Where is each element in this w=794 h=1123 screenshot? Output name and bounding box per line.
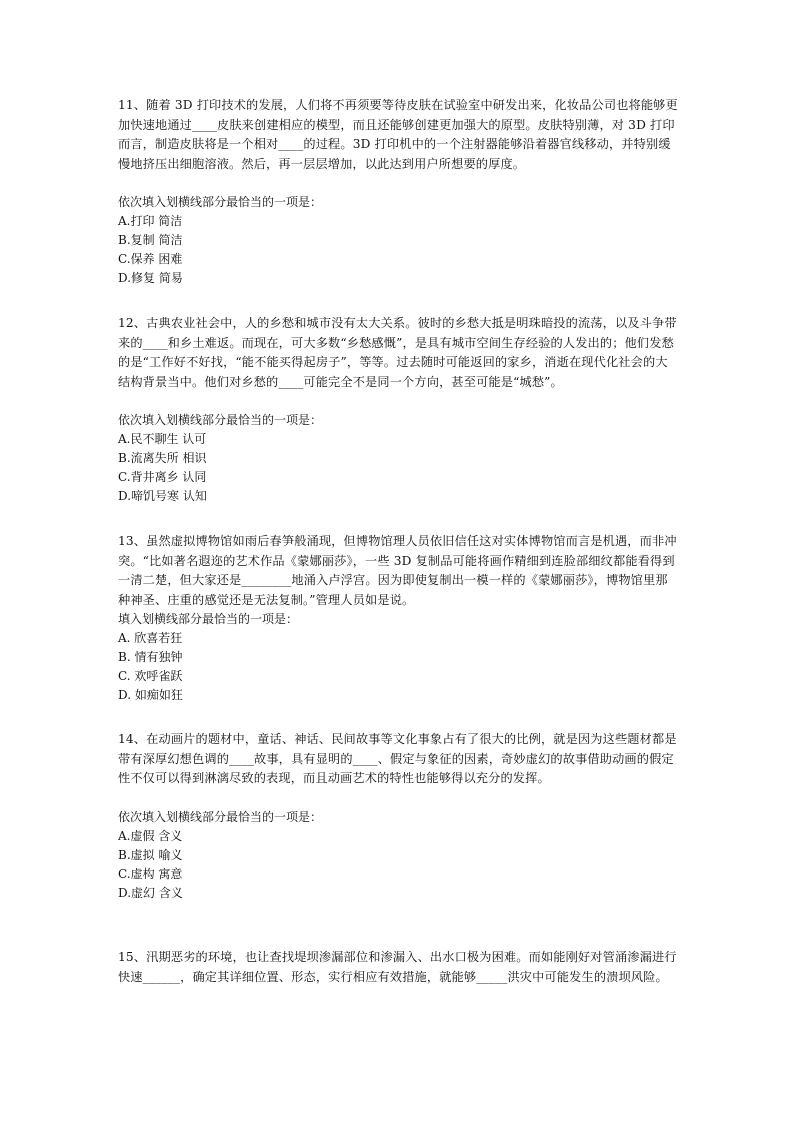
option-d: D.修复 简易 [118, 271, 183, 286]
option-b: B. 情有独钟 [118, 650, 183, 665]
option-a: A.民不聊生 认可 [118, 432, 207, 447]
option-c: C.保养 困难 [118, 252, 183, 267]
question-stem: 15、汛期恶劣的环境，也让查找堤坝渗漏部位和渗漏入、出水口极为困难。而如能刚好对管涌渗漏进行快速______，确定其详细位置、形态，实行相应有效措施，就能够_____洪灾中可能发生的溃坝风险。 [118, 950, 677, 984]
option-b: B.流离失所 相识 [118, 451, 207, 466]
question-prompt: 依次填入划横线部分最恰当的一项是： [118, 809, 323, 824]
option-c: C.背井离乡 认同 [118, 470, 207, 485]
question-prompt: 依次填入划横线部分最恰当的一项是： [118, 195, 323, 210]
option-d: D.虚幻 含义 [118, 885, 183, 900]
question-11 [118, 96, 678, 288]
option-a: A.打印 简洁 [118, 214, 183, 229]
option-c: C.虚构 寓意 [118, 866, 183, 881]
option-a: A. 欣喜若狂 [118, 631, 183, 646]
question-stem: 12、古典农业社会中，人的乡愁和城市没有太大关系。彼时的乡愁大抵是明珠暗投的流荡，以及斗争带来的____和乡土难返。而现在，可大多数“乡愁感慨”，是具有城市空间生存经验的人发出的；他们发愁的是“工作好不好找，“能不能买得起房子”，等等。过去随时可能返回的家乡，消逝在现代化社会的大结构背景当中。他们对乡愁的____可能完全不是同一个方向，甚至可能是“城愁”。 [118, 316, 677, 389]
question-15 [118, 948, 678, 987]
option-d: D.啼饥号寒 认知 [118, 489, 207, 504]
question-13 [118, 532, 678, 705]
option-d: D. 如痴如狂 [118, 688, 183, 703]
question-stem: 13、虽然虚拟博物馆如雨后春笋般涌现，但博物馆理人员依旧信任这对实体博物馆而言是机遇，而非冲突。“比如著名遐迩的艺术作品《蒙娜丽莎》，一些 3D 复制品可能将画作精细到连脸部细纹都能看得到一清二楚，但大家还是________地涌入卢浮宫。因为即使复制出一模一样的《蒙娜丽莎》，博物馆里那种神圣、庄重的感觉还是无法复制。”管理人员如是说。 [118, 534, 677, 607]
option-c: C. 欢呼雀跃 [118, 669, 183, 684]
option-a: A.虚假 含义 [118, 828, 183, 843]
question-prompt: 填入划横线部分最恰当的一项是： [118, 612, 299, 627]
option-b: B.虚拟 喻义 [118, 847, 183, 862]
question-stem: 11、随着 3D 打印技术的发展，人们将不再须要等待皮肤在试验室中研发出来，化妆品公司也将能够更加快速地通过____皮肤来创建相应的模型，而且还能够创建更加强大的原型。皮肤特别薄，对 3D 打印而言，制造皮肤将是一个相对____的过程。3D 打印机中的一个注射器能够沿着器官线移动，并特别缓慢地挤压出细胞溶液。然后，再一层层增加，以此达到用户所想要的厚度。 [118, 98, 678, 171]
option-b: B.复制 简洁 [118, 233, 183, 248]
question-stem: 14、在动画片的题材中，童话、神话、民间故事等文化事象占有了很大的比例，就是因为这些题材都是带有深厚幻想色调的____故事，具有显明的____、假定与象征的因素，奇妙虚幻的故事借助动画的假定性不仅可以得到淋漓尽致的表现，而且动画艺术的特性也能够得以充分的发挥。 [118, 732, 677, 786]
question-prompt: 依次填入划横线部分最恰当的一项是： [118, 413, 323, 428]
question-14 [118, 730, 678, 903]
question-12 [118, 314, 678, 506]
